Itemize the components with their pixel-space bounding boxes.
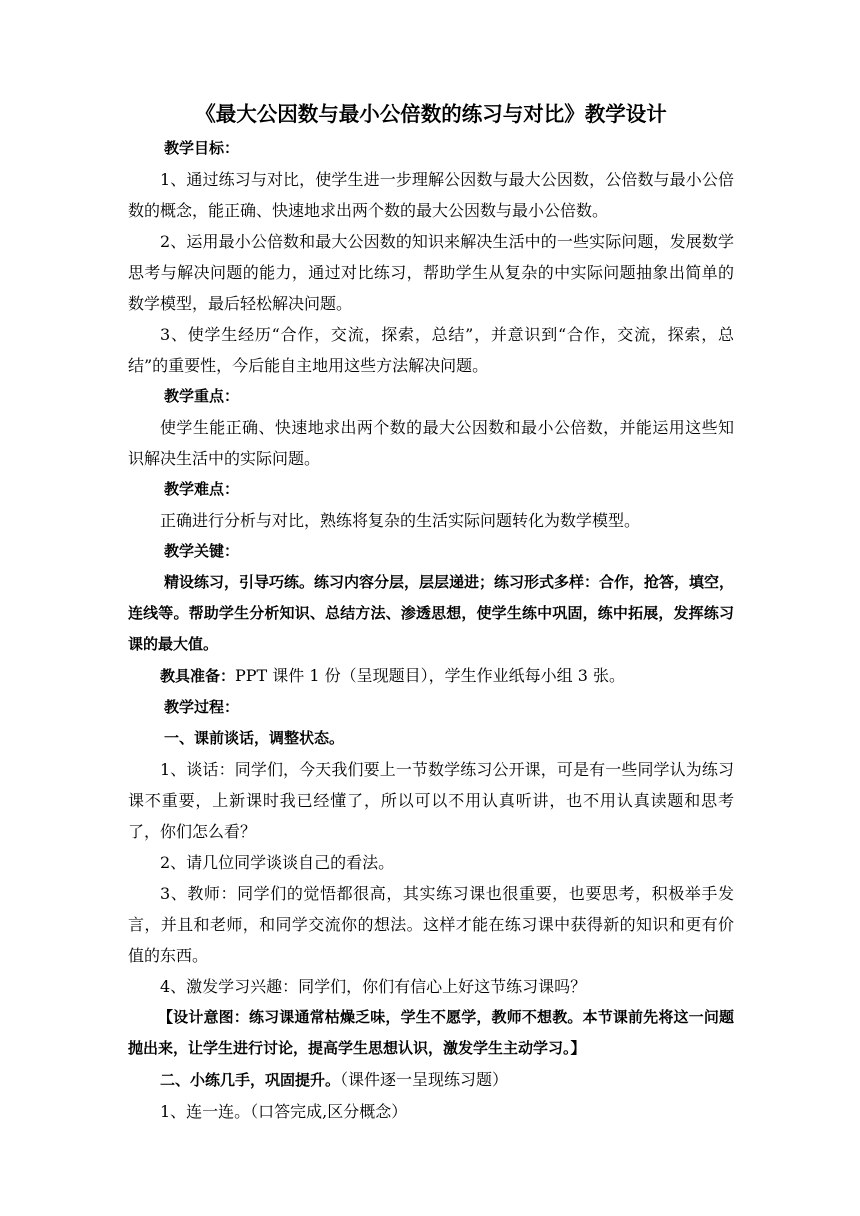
section1-item-4: 4、激发学习兴趣：同学们，你们有信心上好这节练习课吗？: [160, 977, 587, 996]
design-note: 【设计意图：练习课通常枯燥乏味，学生不愿学，教师不想教。本节课前先将这一问题抛出来，让学生进行讨论，提高学生思想认识，激发学生主动学习。】: [128, 1008, 734, 1057]
key-method-heading: 教学关键：: [164, 542, 240, 560]
process-heading: 教学过程：: [164, 698, 240, 716]
section1-item-2: 2、请几位同学谈谈自己的看法。: [160, 853, 395, 872]
goal-item-3: 3、使学生经历“合作，交流，探索，总结”，并意识到“合作，交流，探索，总结”的重要性，今后能自主地用这些方法解决问题。: [128, 325, 734, 375]
key-points-text: 使学生能正确、快速地求出两个数的最大公因数和最小公倍数，并能运用这些知识解决生活中的实际问题。: [128, 418, 734, 468]
section2-line: [128, 1064, 734, 1096]
section1-item-1: 1、谈话：同学们，今天我们要上一节数学练习公开课，可是有一些同学认为练习课不重要，上新课时我已经懂了，所以可以不用认真听讲，也不用认真读题和思考了，你们怎么看？: [128, 760, 734, 841]
materials-text: PPT 课件 1 份（呈现题目），学生作业纸每小组 3 张。: [235, 666, 626, 685]
section2-heading-suffix: （课件逐一呈现练习题）: [340, 1070, 509, 1089]
section2-item-1: 1、连一连。（口答完成,区分概念）: [160, 1102, 408, 1121]
document-title: 《最大公因数与最小公倍数的练习与对比》教学设计: [195, 102, 667, 126]
key-method-text: 精设练习，引导巧练。练习内容分层，层层递进；练习形式多样：合作，抢答，填空，连线等。帮助学生分析知识、总结方法、渗透思想，使学生练中巩固，练中拓展，发挥练习课的最大值。: [128, 573, 735, 653]
section2-heading: 二、小练几手，巩固提升。: [160, 1071, 341, 1089]
goal-item-2: 2、运用最小公倍数和最大公因数的知识来解决生活中的一些实际问题，发展数学思考与解决问题的能力，通过对比练习，帮助学生从复杂的中实际问题抽象出简单的数学模型，最后轻松解决问题。: [128, 232, 734, 313]
goal-item-1: 1、通过练习与对比，使学生进一步理解公因数与最大公因数，公倍数与最小公倍数的概念，能正确、快速地求出两个数的最大公因数与最小公倍数。: [128, 170, 734, 220]
materials-line: [128, 660, 734, 692]
goals-heading: 教学目标：: [164, 139, 240, 157]
materials-label: 教具准备：: [160, 667, 236, 685]
difficulties-text: 正确进行分析与对比，熟练将复杂的生活实际问题转化为数学模型。: [160, 511, 641, 530]
section1-item-3: 3、教师：同学们的觉悟都很高，其实练习课也很重要，也要思考，积极举手发言，并且和老师，和同学交流你的想法。这样才能在练习课中获得新的知识和更有价值的东西。: [128, 884, 734, 965]
document-page: [128, 98, 734, 1127]
section1-heading: 一、课前谈话，调整状态。: [164, 729, 345, 747]
difficulties-heading: 教学难点：: [164, 480, 240, 498]
key-points-heading: 教学重点：: [164, 387, 240, 405]
